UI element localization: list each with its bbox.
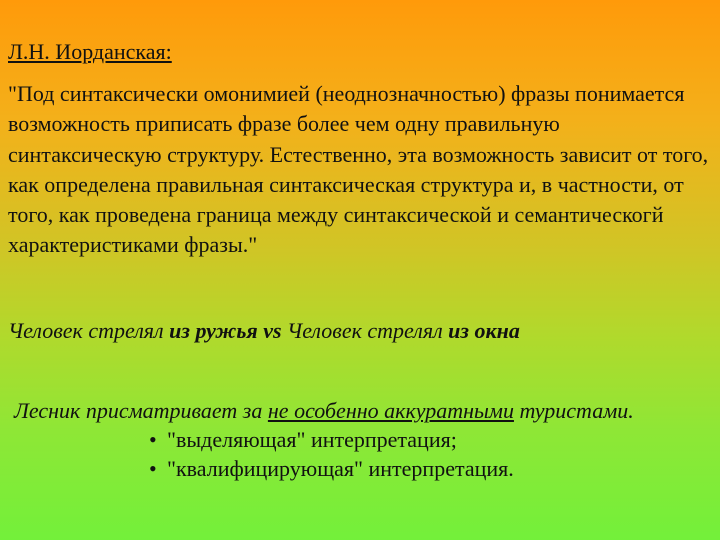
bullet-icon: • [149,455,157,481]
example-vs: vs [263,318,282,343]
lesnik-sentence [14,397,634,425]
list-item-text: "выделяющая" интерпретация; [167,427,457,452]
lesnik-before: Лесник присматривает за [14,398,268,423]
interpretation-list [149,426,514,483]
author-heading: Л.Н. Иорданская: [8,39,172,64]
example-left-bold: из ружья [169,318,258,343]
example-sentences [8,317,520,345]
list-item-text: "квалифицирующая" интерпретация. [167,455,514,481]
lesnik-underlined: не особенно аккуратными [267,398,514,423]
list-item [149,426,514,455]
example-right-plain: Человек стрелял [287,318,449,343]
bullet-icon: • [149,427,157,452]
lesnik-after: туристами. [513,398,634,423]
quote-paragraph: "Под синтаксически омонимией (неоднозначностью) фразы понимается возможность приписать фразе более чем одну правильную синтаксическую структуру. Естественно, эта возможность зависит от того, как определена правильная синтаксическая структура и, в частности, от того, как проведена граница между синтаксической и семантическогй характеристиками фразы." [8,81,709,258]
example-right-bold: из окна [448,318,520,343]
example-left-plain: Человек стрелял [8,318,170,343]
list-item [149,455,514,484]
